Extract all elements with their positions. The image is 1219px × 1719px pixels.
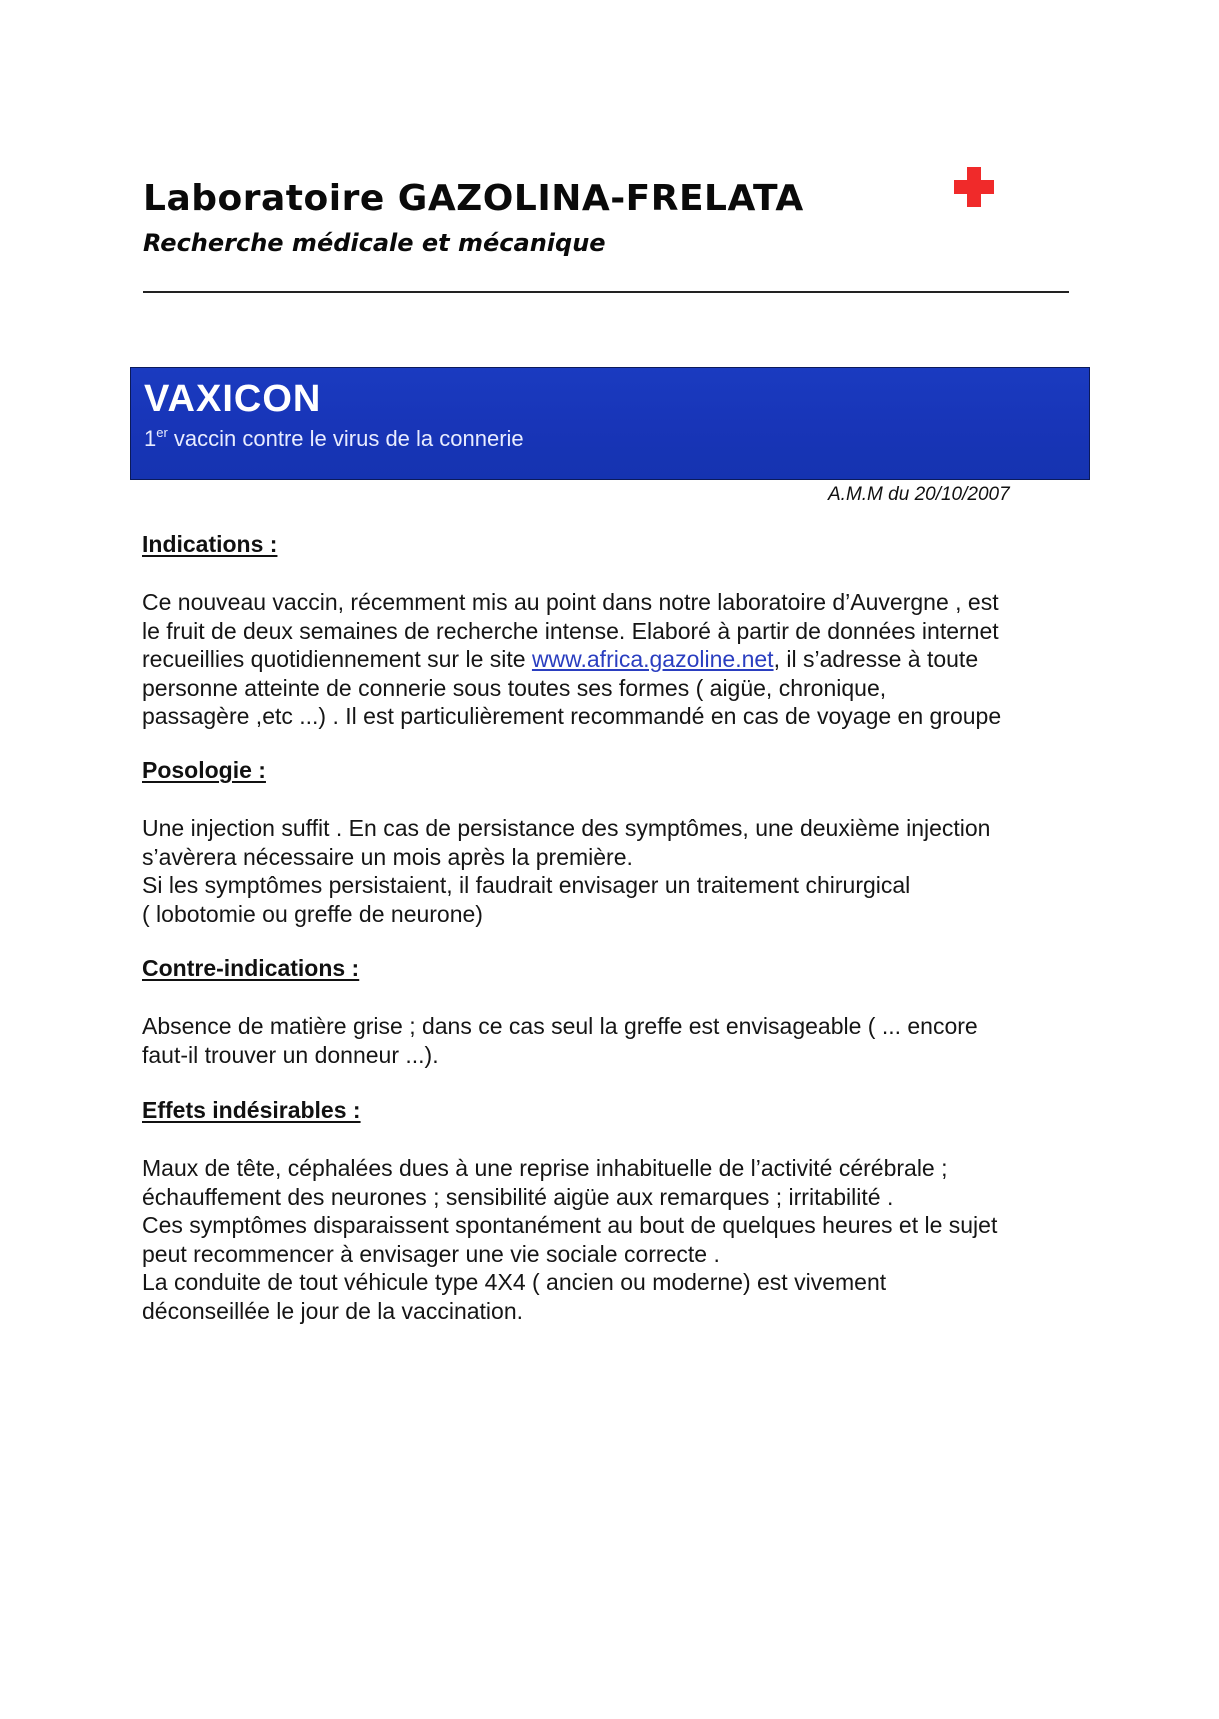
lab-tagline: Recherche médicale et mécanique xyxy=(143,229,606,257)
heading-contre-indications: Contre-indications : xyxy=(142,955,360,981)
product-name: VAXICON xyxy=(144,378,322,420)
lab-name: Laboratoire GAZOLINA-FRELATA xyxy=(143,178,804,219)
heading-effets-indesirables: Effets indésirables : xyxy=(142,1097,361,1123)
heading-posologie: Posologie : xyxy=(142,757,266,783)
paragraph-indications: Ce nouveau vaccin, récemment mis au point dans notre laboratoire d’Auvergne , est le fruit de deux semaines de recherche intense. Elaboré à partir de données internet recueillies quotidiennement sur le site www.africa.gazoline.net, il s’adresse à toute personne atteinte de connerie sous toutes ses formes ( aigüe, chronique, passagère ,etc ...) . Il est particulièrement recommandé en cas de voyage en groupe xyxy=(142,589,1002,729)
site-link[interactable]: www.africa.gazoline.net xyxy=(531,646,774,672)
product-subtitle: 1er vaccin contre le virus de la connerie xyxy=(144,425,524,451)
red-cross-icon xyxy=(954,167,994,207)
paragraph-contre-indications: Absence de matière grise ; dans ce cas seul la greffe est envisageable ( ... encore faut-il trouver un donneur ...). xyxy=(142,1013,978,1068)
paragraph-posologie: Une injection suffit . En cas de persistance des symptômes, une deuxième injection s’avèrera nécessaire un mois après la première. Si les symptômes persistaient, il faudrait envisager un traitement chirurgical ( lobotomie ou greffe de neurone) xyxy=(142,815,991,927)
paragraph-effets-indesirables: Maux de tête, céphalées dues à une reprise inhabituelle de l’activité cérébrale ; échauffement des neurones ; sensibilité aigüe aux remarques ; irritabilité . Ces symptômes disparaissent spontanément au bout de quelques heures et le sujet peut recommencer à envisager une vie sociale correcte . La conduite de tout véhicule type 4X4 ( ancien ou moderne) est vivement déconseillée le jour de la vaccination. xyxy=(142,1155,998,1324)
header-divider xyxy=(143,291,1069,293)
heading-indications: Indications : xyxy=(142,531,278,557)
product-banner xyxy=(130,367,1090,480)
amm-date: A.M.M du 20/10/2007 xyxy=(828,484,1010,505)
